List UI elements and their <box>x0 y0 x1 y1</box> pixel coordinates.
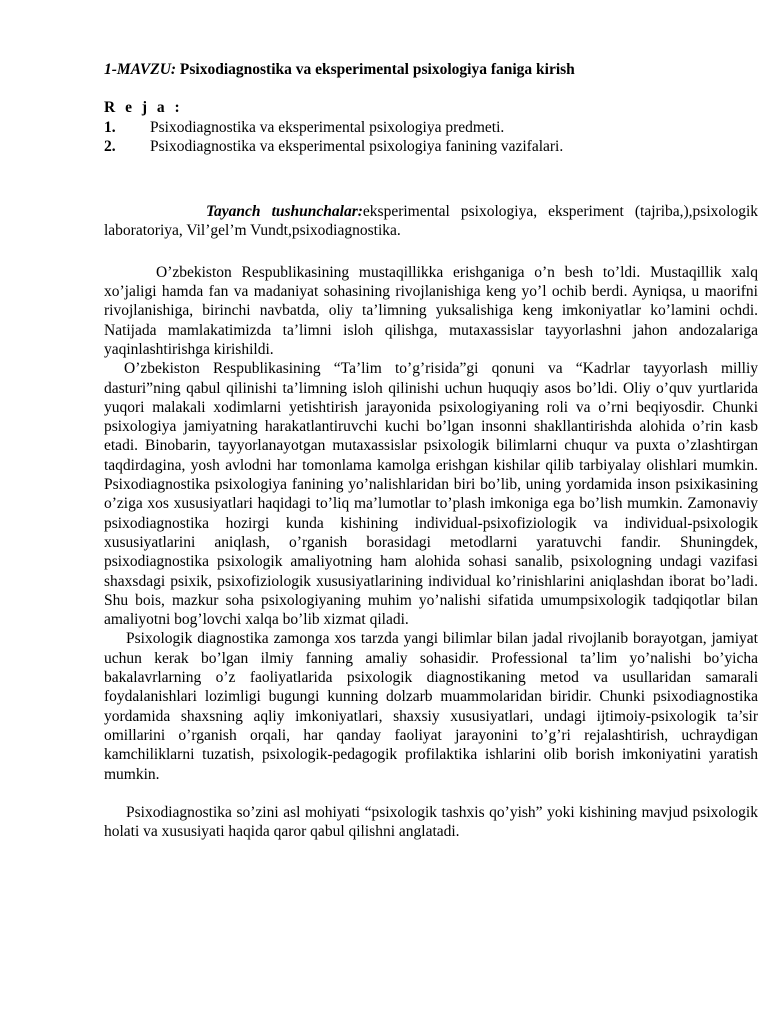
plan-item-number: 2. <box>104 137 116 155</box>
plan-item-number: 1. <box>104 118 116 136</box>
key-terms-text: eksperimental psixologiya, eksperiment (tajriba,),psixologik laboratoriya, Vil’gel’m Vundt,psixodiagnostika. <box>104 203 758 240</box>
body-paragraph: O’zbekiston Respublikasining mustaqillikka erishganiga o’n besh to’ldi. Mustaqillik xalq xo’jaligi hamda fan va madaniyat sohasining rivojlanishiga keng yo’l ochib berdi. Ayniqsa, u maorifni rivojlanishiga, birinchi navbatda, oliy ta’limning yuksalishiga keng imkoniyatlar ko’lamini ochdi. Natijada mamlakatimizda ta’limni isloh qilishga, mutaxassislar tayyorlashni jahon andozalariga yaqinlashtirishga kirishildi. <box>104 263 758 358</box>
plan-item-text: Psixodiagnostika va eksperimental psixologiya fanining vazifalari. <box>150 137 564 155</box>
body-paragraph: Psixodiagnostika so’zini asl mohiyati “psixologik tashxis qo’yish” yoki kishining mavjud psixologik holati va xususiyati haqida qaror qabul qilishni anglatadi. <box>104 803 758 841</box>
body-paragraph: Psixologik diagnostika zamonga xos tarzda yangi bilimlar bilan jadal rivojlanib borayotgan, jamiyat uchun kerak bo’lgan ilmiy fanning amaliy sohasidir. Professional ta’lim yo’nalishi bo’yicha bakalavrlarning o’z faoliyatlarida psixologik diagnostikaning metod va usullaridan samarali foydalanishlari lozimligi bugungi kunning dolzarb muammolaridan biridir. Chunki psixodiagnostika yordamida shaxsning aqliy imkoniyatlari, shaxsiy xususiyatlari, undagi ijtimoiy-psixologik ta’sir omillarini o’rganish orqali, har qanday faoliyat jarayonini to’g’ri rejalashtirish, uchraydigan kamchiliklarni tuzatish, psixologik-pedagogik profilaktika ishlarini olib borish imkoniyatini yaratish mumkin. <box>104 630 758 783</box>
plan-item <box>104 118 758 137</box>
plan-heading: R e j a : <box>104 99 183 117</box>
key-terms <box>104 202 758 241</box>
document-title <box>104 60 758 79</box>
plan-item-text: Psixodiagnostika va eksperimental psixologiya predmeti. <box>150 118 505 136</box>
key-terms-label: Tayanch tushunchalar: <box>206 203 363 221</box>
body-paragraph: O’zbekiston Respublikasining “Ta’lim to’g’risida”gi qonuni va “Kadrlar tayyorlash milliy dasturi”ning qabul qilinishi ta’limning isloh qilinishi uchun huquqiy asos bo’ldi. Oliy o’quv yurtlarida yuqori malakali xodimlarni yetishtirish jarayonida psixologiyaning roli va o’rni beqiyosdir. Chunki psixologiya jamiyatning harakatlantiruvchi kuchi bo’lgan insonni shakllantirishda alohida o’rin kasb etadi. Binobarin, tayyorlanayotgan mutaxassislar psixologik bilimlarni chuqur va puxta o’zlashtirgan taqdirdagina, yosh avlodni har tomonlama kamolga erishgan kishilar qilib tarbiyalay olishlari mumkin. Psixodiagnostika psixologiya fanining yo’nalishlaridan biri bo’lib, uning yordamida inson psixikasining o’ziga xos xususiyatlari haqidagi to’liq ma’lumotlar to’plash imkoniga ega bo’lish mumkin. Zamonaviy psixodiagnostika hozirgi kunda kishining individual-psixofiziologik va individual-psixologik xususiyatlarini aniqlash, o’rganish borasidagi metodlarni yaratuvchi fandir. Shuningdek, psixodiagnostika psixologik amaliyotning ham alohida sohasi sanalib, psixologning undagi vazifasi shaxsdagi psixik, psixofiziologik xususiyatlarining individual ko’rinishlarini aniqlashdan iborat bo’ladi. Shu bois, mazkur soha psixologiyaning muhim yo’nalishi sifatida umumpsixologik tadqiqotlar bilan amaliyotni bog’lovchi xalqa bo’lib xizmat qiladi. <box>104 360 758 629</box>
document-page <box>104 60 758 841</box>
plan-item <box>104 137 758 156</box>
plan-list <box>104 118 758 157</box>
topic-title: Psixodiagnostika va eksperimental psixologiya faniga kirish <box>176 61 575 78</box>
topic-label: 1-MAVZU: <box>104 61 177 78</box>
